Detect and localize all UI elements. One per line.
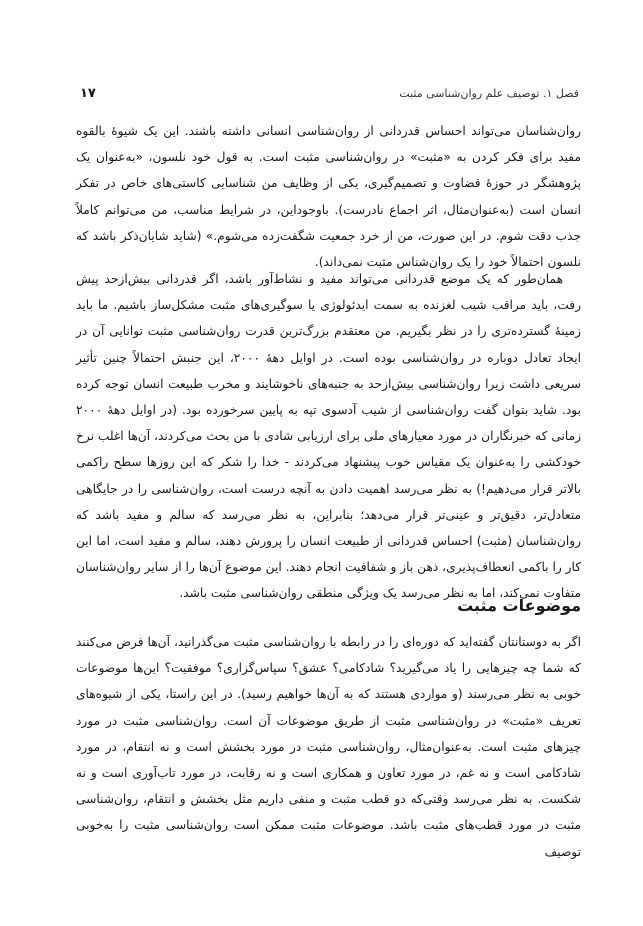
paragraph-positive-topics: اگر به دوستانتان گفته‌اید که دوره‌ای را در رابطه با روان‌شناسی مثبت می‌گذرانید، آن‌ها فرض می‌کنند که شما چه چیزهایی را یاد می‌گیرید؟ شادکامی؟ عشق؟ سپاس‌گزاری؟ موفقیت؟ این‌ها موضوعات خوبی به نظر می‌رسند (و مواردی هستند که به آن‌ها خواهیم رسید). در این راستا، یکی از شیوه‌های تعریف «مثبت» در روان‌شناسی مثبت از طریق موضوعات آن است. روان‌شناسی مثبت در مورد چیزهای مثبت است. به‌عنوان‌مثال، روان‌شناسی مثبت در مورد بخشش است و نه انتقام، در مورد شادکامی است و نه غم، در مورد تعاون و همکاری است و نه رقابت، در مورد تاب‌آوری است و نه شکست. به نظر می‌رسد وقتی‌که دو قطب مثبت و منفی داریم مثل بخشش و انتقام، روان‌شناسی مثبت در مورد قطب‌های مثبت باشد. موضوعات مثبت ممکن است روان‌شناسی مثبت را به‌خوبی توصیف xyxy=(76,635,581,859)
page-number: ۱۷ xyxy=(80,85,96,101)
paragraph-balance: همان‌طور که یک موضع قدردانی می‌تواند مفید و نشاط‌آور باشد، اگر قدردانی بیش‌ازحد پیش رفت، باید مراقب شیب لغزنده به سمت ایدئولوژی یا سوگیری‌های مثبت مشکل‌ساز باشیم. ما باید زمینهٔ گسترده‌تری را در نظر بگیریم. من معتقدم بزرگ‌ترین قدرت روان‌شناسی مثبت توانایی آن در ایجاد تعادل دوباره در روان‌شناسی بوده است. در اوایل دههٔ ۲۰۰۰، این جنبش احتمالاً چنین تأثیر سریعی داشت زیرا روان‌شناسی بیش‌ازحد به جنبه‌های ناخوشایند و مخرب طبیعت انسان توجه کرده بود. شاید بتوان گفت روان‌شناسی از شیب آدسوی تپه به پایین سرخورده بود. (در اوایل دههٔ ۲۰۰۰ زمانی که خبرنگاران در مورد معیارهای ملی برای ارزیابی شادی با من بحث می‌کردند، آن‌ها اغلب نرخ خودکشی را به‌عنوان یک مقیاس خوب پیشنهاد می‌کردند - خدا را شکر که این روزها سطح راکمی بالاتر قرار می‌دهیم!) به نظر می‌رسد اهمیت دادن به آنچه درست است، روان‌شناسی را در جایگاهی متعادل‌تر، دقیق‌تر و عینی‌تر قرار می‌دهد؛ بنابراین، به نظر می‌رسد که سالم و مفید باشد که روان‌شناسان (مثبت) احساس قدردانی از طبیعت انسان را پرورش دهند، سالم و مفید است، اما این کار را باکمی انعطاف‌پذیری، ذهن باز و شفافیت انجام دهند. این موضوع آن‌ها را از سایر روان‌شناسان متفاوت نمی‌کند، اما به نظر می‌رسد یک ویژگی منطقی روان‌شناسی مثبت باشد. xyxy=(76,272,581,601)
section-heading: موضوعات مثبت xyxy=(457,596,581,615)
running-header xyxy=(76,84,579,102)
paragraph-appreciation: روان‌شناسان می‌تواند احساس قدردانی از روان‌شناسی انسانی داشته باشند. این یک شیوهٔ بالقوه مفید برای فکر کردن به «مثبت» در روان‌شناسی مثبت است. به قول خود نلسون، «به‌عنوان یک پژوهشگر در حوزهٔ قضاوت و تصمیم‌گیری، یکی از وظایف من شناسایی کاستی‌های خاص در تفکر انسان است (به‌عنوان‌مثال، اثر اجماع نادرست). باوجوداین، در شرایط مناسب، من می‌توانم کاملاً جذب دقت شوم. در این صورت، من از خرد جمعیت شگفت‌زده می‌شوم.» (شاید شایان‌ذکر باشد که نلسون احتمالاً خود را یک روان‌شناس مثبت نمی‌داند). xyxy=(76,124,581,270)
chapter-title: فصل ۱. توصیف علم روان‌شناسی مثبت xyxy=(399,86,579,100)
